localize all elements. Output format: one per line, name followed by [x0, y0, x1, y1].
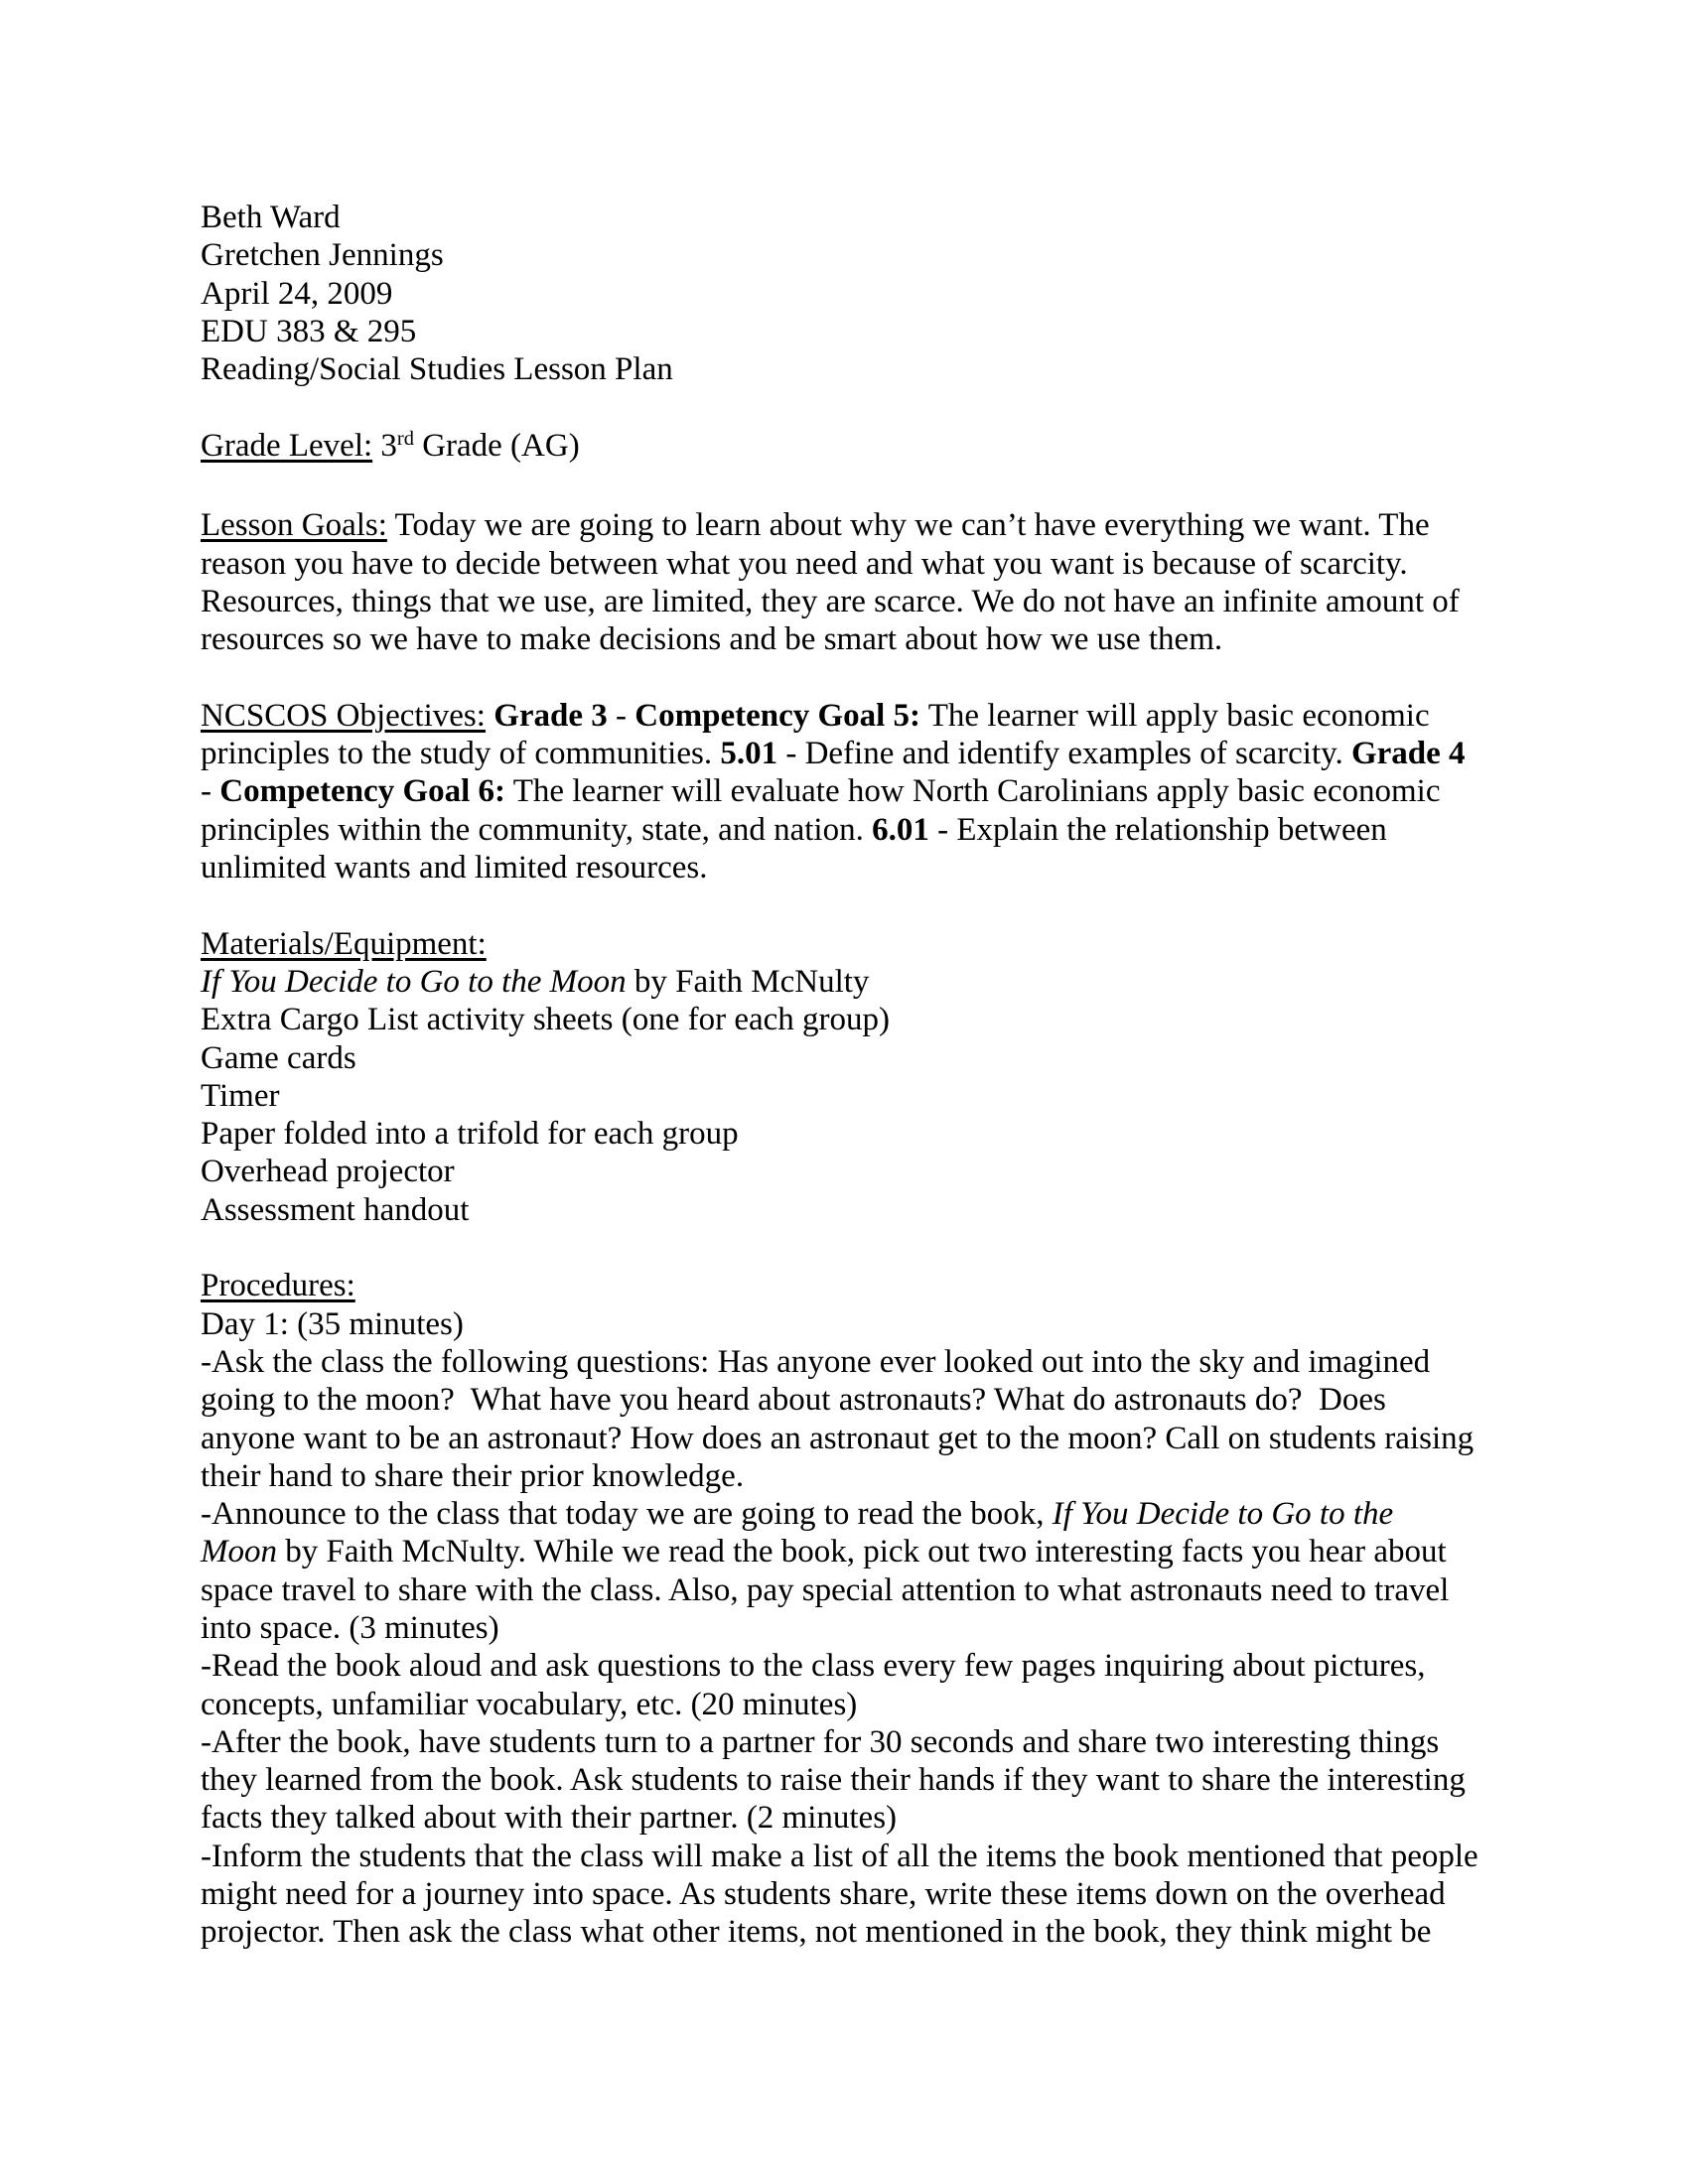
text-segment-bold: 6.01 — [872, 811, 929, 848]
text-segment: going to the moon? What have you heard about astronauts? What do astronauts do? Does — [201, 1382, 1386, 1419]
text-line — [201, 1153, 1494, 1190]
text-segment-bold: Competency Goal 6: — [219, 773, 506, 810]
text-segment: - — [607, 697, 635, 734]
text-line — [201, 1686, 1494, 1723]
text-segment: Day 1: (35 minutes) — [201, 1305, 464, 1342]
text-segment: Beth Ward — [201, 200, 341, 235]
text-segment: Reading/Social Studies Lesson Plan — [201, 351, 673, 388]
text-line — [201, 1609, 1494, 1647]
text-line — [201, 199, 1494, 236]
text-line — [201, 1001, 1494, 1038]
document-body — [201, 199, 1494, 1952]
text-line — [201, 583, 1494, 620]
text-line — [201, 735, 1494, 772]
text-segment: 3 — [372, 427, 397, 464]
text-segment: Resources, things that we use, are limited, they are scarce. We do not have an infinite amount of — [201, 583, 1460, 619]
text-line — [201, 1077, 1494, 1115]
text-segment-bold: 5.01 — [720, 736, 778, 772]
text-segment-underline: NCSCOS Objectives: — [201, 697, 486, 734]
text-segment: Grade (AG) — [413, 427, 580, 464]
text-line — [201, 1191, 1494, 1229]
text-line — [201, 275, 1494, 313]
text-segment: their hand to share their prior knowledge. — [201, 1457, 745, 1494]
text-segment: -Ask the class the following questions: Has anyone ever looked out into the sky and imagined — [201, 1343, 1431, 1380]
text-segment: into space. (3 minutes) — [201, 1609, 499, 1646]
text-line — [201, 1420, 1494, 1457]
text-segment: Assessment handout — [201, 1191, 470, 1228]
text-segment: might need for a journey into space. As students share, write these items down on the overhead — [201, 1876, 1446, 1913]
text-line — [201, 1875, 1494, 1913]
text-line — [201, 697, 1494, 735]
text-segment-underline: Procedures: — [201, 1268, 355, 1304]
blank-line — [201, 388, 1494, 426]
text-line — [201, 313, 1494, 350]
text-line — [201, 1457, 1494, 1495]
text-segment: principles to the study of communities. — [201, 736, 721, 772]
text-segment-italic: If You Decide to Go to the — [1052, 1496, 1394, 1533]
text-segment — [486, 698, 493, 734]
text-segment: Game cards — [201, 1039, 356, 1076]
text-segment-superscript: rd — [396, 428, 414, 451]
text-line — [201, 350, 1494, 388]
text-segment: they learned from the book. Ask students to raise their hands if they want to share the interesting — [201, 1762, 1466, 1799]
text-segment: by Faith McNulty. While we read the book, pick out two interesting facts you hear about — [277, 1534, 1447, 1570]
text-segment: concepts, unfamiliar vocabulary, etc. (20 minutes) — [201, 1686, 858, 1722]
text-segment: - Explain the relationship between — [928, 811, 1387, 848]
text-segment: - — [201, 773, 220, 810]
text-segment-italic: If You Decide to Go to the Moon — [201, 963, 627, 1000]
text-line — [201, 1723, 1494, 1761]
text-segment: - Define and identify examples of scarcity. — [777, 736, 1351, 772]
blank-line — [201, 469, 1494, 506]
text-segment: -Inform the students that the class will make a list of all the items the book mentioned that people — [201, 1838, 1478, 1874]
text-segment: Gretchen Jennings — [201, 237, 444, 274]
text-segment-underline: Lesson Goals: — [201, 507, 387, 544]
blank-line — [201, 887, 1494, 924]
text-line — [201, 1647, 1494, 1685]
text-segment: EDU 383 & 295 — [201, 313, 417, 349]
text-segment: unlimited wants and limited resources. — [201, 850, 708, 887]
text-line — [201, 620, 1494, 658]
text-segment: by Faith McNulty — [626, 963, 870, 1000]
text-segment: principles within the community, state, and nation. — [201, 811, 873, 848]
text-segment: Timer — [201, 1077, 280, 1114]
text-line — [201, 1838, 1494, 1875]
text-segment: facts they talked about with their partner. (2 minutes) — [201, 1800, 898, 1837]
text-segment-bold: Competency Goal 5: — [634, 697, 921, 734]
text-line — [201, 1267, 1494, 1304]
text-segment: Overhead projector — [201, 1154, 455, 1190]
text-segment: Paper folded into a trifold for each group — [201, 1116, 739, 1153]
text-line — [201, 925, 1494, 963]
text-line — [201, 1381, 1494, 1419]
text-segment: Extra Cargo List activity sheets (one for each group) — [201, 1002, 890, 1038]
text-segment: projector. Then ask the class what other items, not mentioned in the book, they think might be — [201, 1914, 1432, 1951]
text-segment-underline: Grade Level: — [201, 427, 373, 464]
text-line — [201, 1039, 1494, 1077]
text-segment-italic: Moon — [201, 1534, 277, 1570]
text-segment: reason you have to decide between what you need and what you want is because of scarcity. — [201, 545, 1408, 582]
text-segment: The learner will apply basic economic — [920, 697, 1430, 734]
text-segment-bold: Grade 4 — [1350, 736, 1466, 772]
text-line — [201, 1495, 1494, 1533]
text-line — [201, 427, 1494, 469]
text-line — [201, 1533, 1494, 1570]
text-line — [201, 772, 1494, 810]
text-line — [201, 545, 1494, 583]
text-line — [201, 963, 1494, 1001]
text-line — [201, 1571, 1494, 1609]
text-line — [201, 1305, 1494, 1343]
text-line — [201, 849, 1494, 887]
text-line — [201, 1913, 1494, 1951]
text-segment: -Announce to the class that today we are going to read the book, — [201, 1496, 1053, 1533]
text-line — [201, 1799, 1494, 1837]
text-segment-bold: Grade 3 — [493, 697, 608, 734]
text-line — [201, 506, 1494, 544]
text-segment: space travel to share with the class. Also, pay special attention to what astronauts need to travel — [201, 1571, 1450, 1608]
text-line — [201, 1115, 1494, 1153]
blank-line — [201, 659, 1494, 697]
text-line — [201, 236, 1494, 274]
text-segment: resources so we have to make decisions and be smart about how we use them. — [201, 621, 1223, 658]
text-line — [201, 1761, 1494, 1799]
text-segment: anyone want to be an astronaut? How does an astronaut get to the moon? Call on students raising — [201, 1420, 1475, 1456]
text-line — [201, 811, 1494, 849]
text-segment: Today we are going to learn about why we can’t have everything we want. The — [386, 507, 1430, 544]
text-segment: -After the book, have students turn to a partner for 30 seconds and share two interesting things — [201, 1723, 1440, 1760]
text-segment: -Read the book aloud and ask questions to the class every few pages inquiring about pictures, — [201, 1648, 1426, 1685]
text-line — [201, 1343, 1494, 1381]
blank-line — [201, 1229, 1494, 1267]
text-segment: The learner will evaluate how North Carolinians apply basic economic — [505, 773, 1441, 810]
text-segment: April 24, 2009 — [201, 275, 393, 312]
text-segment-underline: Materials/Equipment: — [201, 925, 487, 962]
